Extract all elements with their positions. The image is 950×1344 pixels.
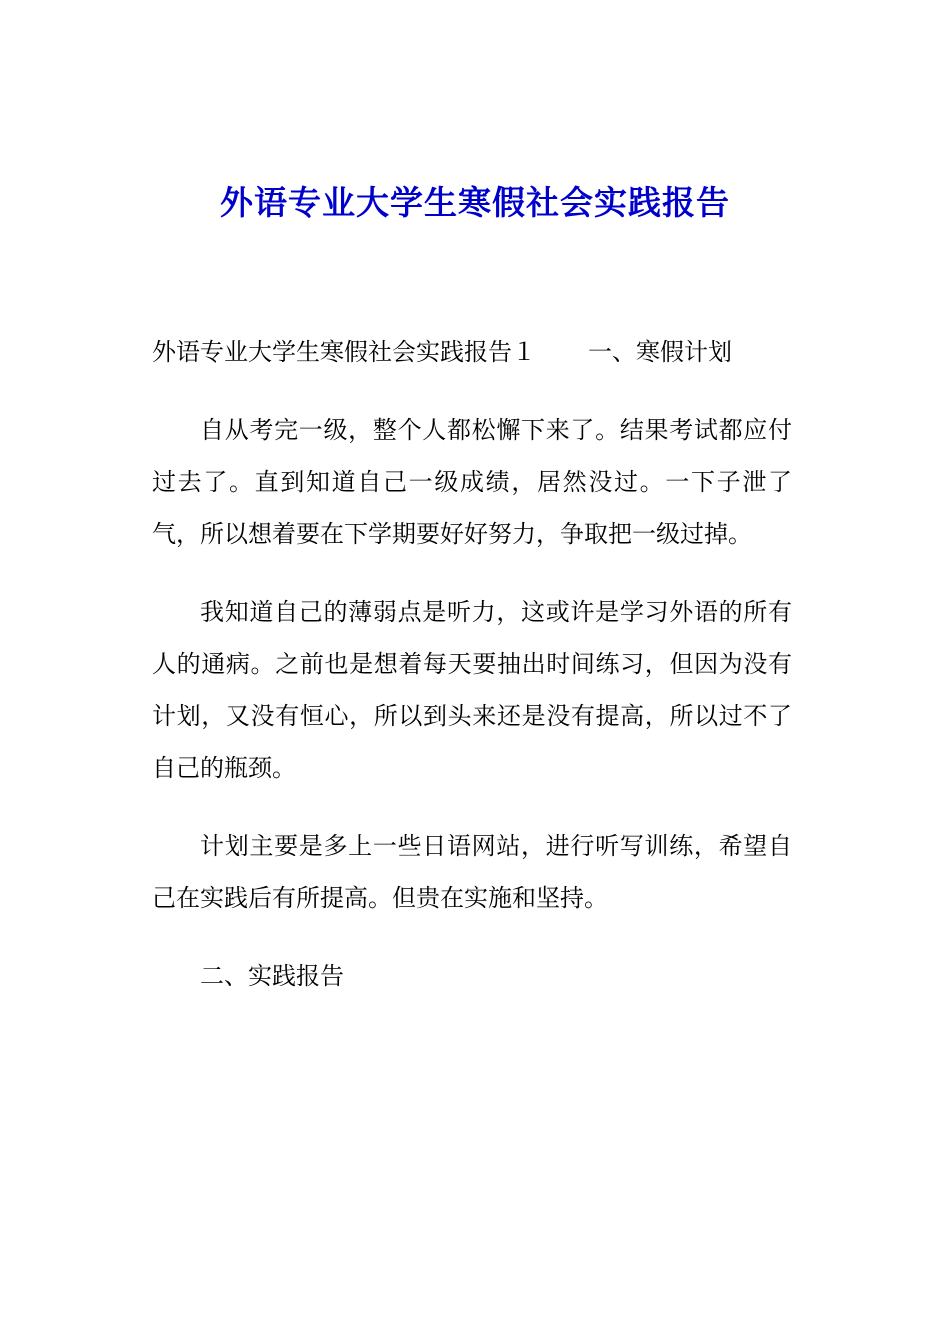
report-subtitle: 外语专业大学生寒假社会实践报告１ [152,338,536,366]
subtitle-line [152,326,792,378]
paragraph: 计划主要是多上一些日语网站，进行听写训练，希望自己在实践后有所提高。但贵在实施和坚持。 [152,832,792,912]
document-title: 外语专业大学生寒假社会实践报告 [220,183,730,222]
section-heading-plan: 一、寒假计划 [588,338,732,366]
paragraph: 我知道自己的薄弱点是听力，这或许是学习外语的所有人的通病。之前也是想着每天要抽出时间练习，但因为没有计划，又没有恒心，所以到头来还是没有提高，所以过不了自己的瓶颈。 [152,598,792,782]
paragraph: 自从考完一级，整个人都松懈下来了。结果考试都应付过去了。直到知道自己一级成绩，居然没过。一下子泄了气，所以想着要在下学期要好好努力，争取把一级过掉。 [152,416,792,548]
document-body [152,326,792,1028]
section-heading-report: 二、实践报告 [200,962,344,990]
